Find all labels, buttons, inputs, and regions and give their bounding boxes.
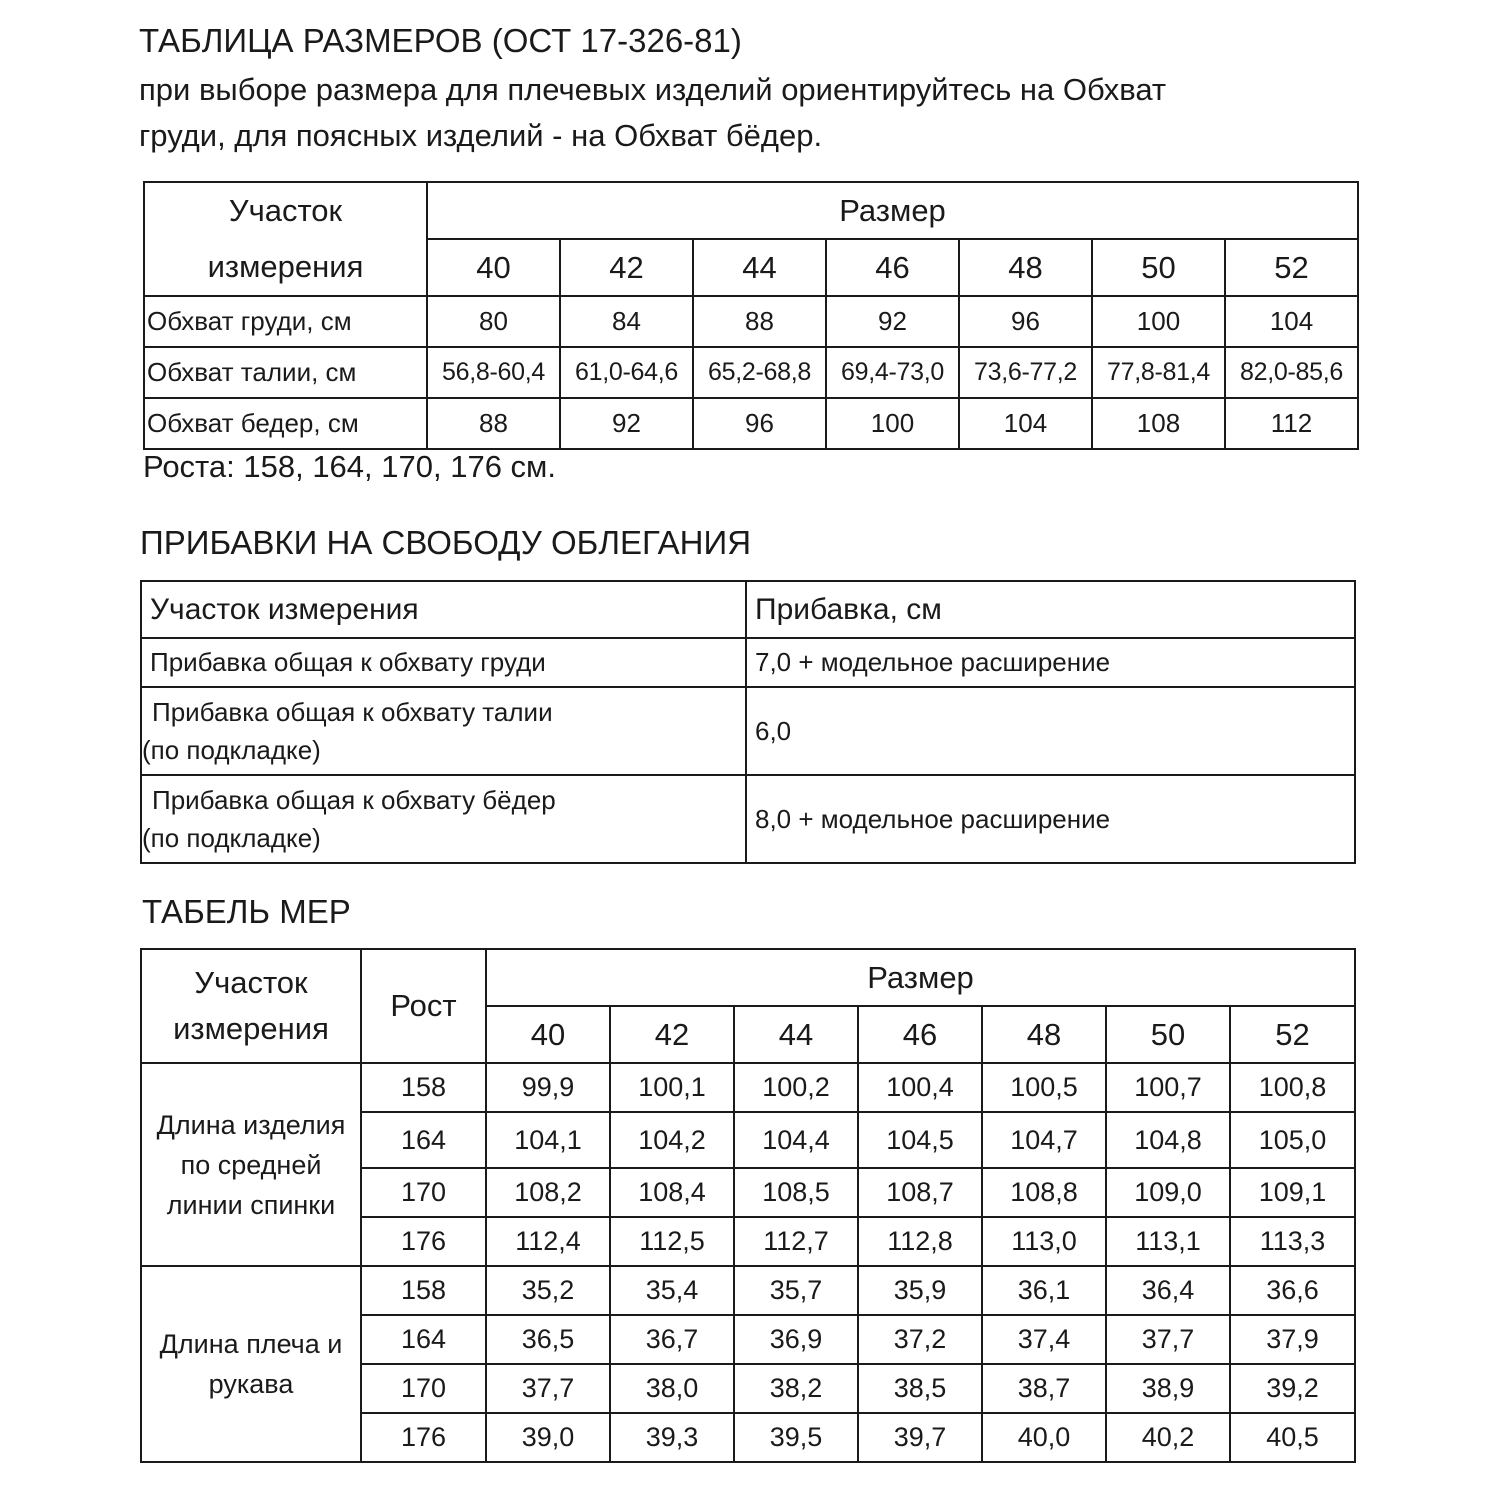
cell: 37,7 (486, 1364, 610, 1413)
cell: 113,1 (1106, 1217, 1230, 1266)
cell: 40,0 (982, 1413, 1106, 1462)
cell: 112,8 (858, 1217, 982, 1266)
cell: 108,5 (734, 1168, 858, 1217)
cell: 104,1 (486, 1112, 610, 1168)
cell: 109,0 (1106, 1168, 1230, 1217)
size-header: 44 (734, 1006, 858, 1063)
cell: 38,9 (1106, 1364, 1230, 1413)
header-area-line2: измерения (207, 249, 364, 284)
cell: 100,1 (610, 1063, 734, 1112)
cell: 36,9 (734, 1315, 858, 1364)
size-chart-header-size: Размер (427, 182, 1358, 239)
size-chart-title: ТАБЛИЦА РАЗМЕРОВ (ОСТ 17-326-81) (139, 22, 742, 59)
cell: 37,2 (858, 1315, 982, 1364)
row-label-line1: Прибавка общая к обхвату груди (150, 647, 546, 677)
table-header-row (141, 581, 1355, 638)
cell: 82,0-85,6 (1225, 347, 1358, 398)
cell: 36,5 (486, 1315, 610, 1364)
height-cell: 176 (361, 1413, 486, 1462)
cell: 37,9 (1230, 1315, 1355, 1364)
size-header: 42 (560, 239, 693, 296)
cell: 84 (560, 296, 693, 347)
cell: 99,9 (486, 1063, 610, 1112)
cell: 100,5 (982, 1063, 1106, 1112)
cell: 77,8-81,4 (1092, 347, 1225, 398)
height-cell: 176 (361, 1217, 486, 1266)
height-cell: 158 (361, 1266, 486, 1315)
cell: 100,2 (734, 1063, 858, 1112)
ease-allowances-title: ПРИБАВКИ НА СВОБОДУ ОБЛЕГАНИЯ (140, 524, 752, 561)
row-label: Обхват талии, см (144, 347, 427, 398)
size-header: 40 (427, 239, 560, 296)
row-label (141, 638, 746, 687)
cell: 36,4 (1106, 1266, 1230, 1315)
cell: 38,7 (982, 1364, 1106, 1413)
cell: 65,2-68,8 (693, 347, 826, 398)
height-cell: 164 (361, 1112, 486, 1168)
row-label-line2: (по подкладке) (142, 735, 321, 765)
row-value: 8,0 + модельное расширение (746, 775, 1355, 863)
cell: 39,2 (1230, 1364, 1355, 1413)
cell: 100,8 (1230, 1063, 1355, 1112)
group-label-line: по средней (180, 1149, 322, 1180)
size-header: 46 (826, 239, 959, 296)
cell: 112,5 (610, 1217, 734, 1266)
group-label-line: линии спинки (166, 1189, 336, 1220)
cell: 35,7 (734, 1266, 858, 1315)
size-header: 50 (1106, 1006, 1230, 1063)
cell: 104,4 (734, 1112, 858, 1168)
row-label-line1: Прибавка общая к обхвату талии (152, 697, 553, 727)
cell: 105,0 (1230, 1112, 1355, 1168)
cell: 104,5 (858, 1112, 982, 1168)
cell: 69,4-73,0 (826, 347, 959, 398)
cell: 36,1 (982, 1266, 1106, 1315)
size-chart-note-line2: груди, для поясных изделий - на Обхват бёдер. (139, 118, 823, 153)
cell: 104 (959, 398, 1092, 449)
cell: 113,3 (1230, 1217, 1355, 1266)
size-header: 52 (1230, 1006, 1355, 1063)
cell: 80 (427, 296, 560, 347)
cell: 38,0 (610, 1364, 734, 1413)
row-label-line1: Прибавка общая к обхвату бёдер (152, 785, 556, 815)
measurement-table-title: ТАБЕЛЬ МЕР (142, 893, 351, 930)
cell: 100,7 (1106, 1063, 1230, 1112)
cell: 36,6 (1230, 1266, 1355, 1315)
table-row (141, 1063, 1355, 1112)
cell: 39,5 (734, 1413, 858, 1462)
measurement-table (140, 948, 1356, 1463)
cell: 96 (959, 296, 1092, 347)
header-height: Рост (361, 949, 486, 1063)
cell: 113,0 (982, 1217, 1106, 1266)
height-cell: 158 (361, 1063, 486, 1112)
size-header: 40 (486, 1006, 610, 1063)
row-label (141, 687, 746, 775)
cell: 35,2 (486, 1266, 610, 1315)
table-row-chest (144, 296, 1358, 347)
cell: 61,0-64,6 (560, 347, 693, 398)
cell: 39,0 (486, 1413, 610, 1462)
row-label-line2: (по подкладке) (142, 823, 321, 853)
cell: 104,7 (982, 1112, 1106, 1168)
size-header: 50 (1092, 239, 1225, 296)
cell: 88 (427, 398, 560, 449)
header-area (141, 949, 361, 1063)
header-area-line2: измерения (173, 1011, 329, 1046)
cell: 100 (826, 398, 959, 449)
cell: 108,8 (982, 1168, 1106, 1217)
group-label-shoulder-sleeve-length (141, 1266, 361, 1462)
header-size: Размер (486, 949, 1355, 1006)
heights-note: Роста: 158, 164, 170, 176 см. (143, 449, 556, 484)
row-value: 6,0 (746, 687, 1355, 775)
cell: 108 (1092, 398, 1225, 449)
height-cell: 170 (361, 1364, 486, 1413)
header-area: Участок измерения (141, 581, 746, 638)
table-row-waist (144, 347, 1358, 398)
size-chart-header-area (144, 182, 427, 296)
size-header: 48 (982, 1006, 1106, 1063)
table-row (141, 1266, 1355, 1315)
table-row (141, 775, 1355, 863)
cell: 112,4 (486, 1217, 610, 1266)
cell: 112 (1225, 398, 1358, 449)
cell: 88 (693, 296, 826, 347)
cell: 38,2 (734, 1364, 858, 1413)
cell: 104 (1225, 296, 1358, 347)
cell: 108,2 (486, 1168, 610, 1217)
cell: 37,7 (1106, 1315, 1230, 1364)
cell: 109,1 (1230, 1168, 1355, 1217)
cell: 96 (693, 398, 826, 449)
size-header: 48 (959, 239, 1092, 296)
height-cell: 170 (361, 1168, 486, 1217)
cell: 112,7 (734, 1217, 858, 1266)
cell: 92 (560, 398, 693, 449)
cell: 108,4 (610, 1168, 734, 1217)
header-value: Прибавка, см (746, 581, 1355, 638)
group-label-line: Длина изделия (156, 1109, 346, 1140)
cell: 100 (1092, 296, 1225, 347)
cell: 108,7 (858, 1168, 982, 1217)
table-row (141, 687, 1355, 775)
height-cell: 164 (361, 1315, 486, 1364)
row-label (141, 775, 746, 863)
cell: 40,5 (1230, 1413, 1355, 1462)
cell: 37,4 (982, 1315, 1106, 1364)
header-area-line1: Участок (228, 193, 343, 228)
cell: 35,4 (610, 1266, 734, 1315)
cell: 100,4 (858, 1063, 982, 1112)
group-label-line: рукава (208, 1369, 294, 1399)
group-label-back-length (141, 1063, 361, 1266)
cell: 35,9 (858, 1266, 982, 1315)
cell: 39,3 (610, 1413, 734, 1462)
size-header: 46 (858, 1006, 982, 1063)
row-value: 7,0 + модельное расширение (746, 638, 1355, 687)
size-header: 52 (1225, 239, 1358, 296)
row-label: Обхват бедер, см (144, 398, 427, 449)
size-header: 42 (610, 1006, 734, 1063)
cell: 92 (826, 296, 959, 347)
table-row-hips (144, 398, 1358, 449)
size-header: 44 (693, 239, 826, 296)
cell: 104,8 (1106, 1112, 1230, 1168)
cell: 56,8-60,4 (427, 347, 560, 398)
cell: 104,2 (610, 1112, 734, 1168)
header-area-line1: Участок (194, 965, 308, 1000)
cell: 36,7 (610, 1315, 734, 1364)
group-label-line: Длина плеча и (159, 1329, 343, 1359)
cell: 39,7 (858, 1413, 982, 1462)
row-label: Обхват груди, см (144, 296, 427, 347)
cell: 40,2 (1106, 1413, 1230, 1462)
ease-allowances-table (140, 580, 1356, 864)
cell: 73,6-77,2 (959, 347, 1092, 398)
cell: 38,5 (858, 1364, 982, 1413)
size-chart-table (143, 181, 1359, 450)
table-row (141, 638, 1355, 687)
size-chart-note-line1: при выборе размера для плечевых изделий ориентируйтесь на Обхват (139, 72, 1167, 107)
